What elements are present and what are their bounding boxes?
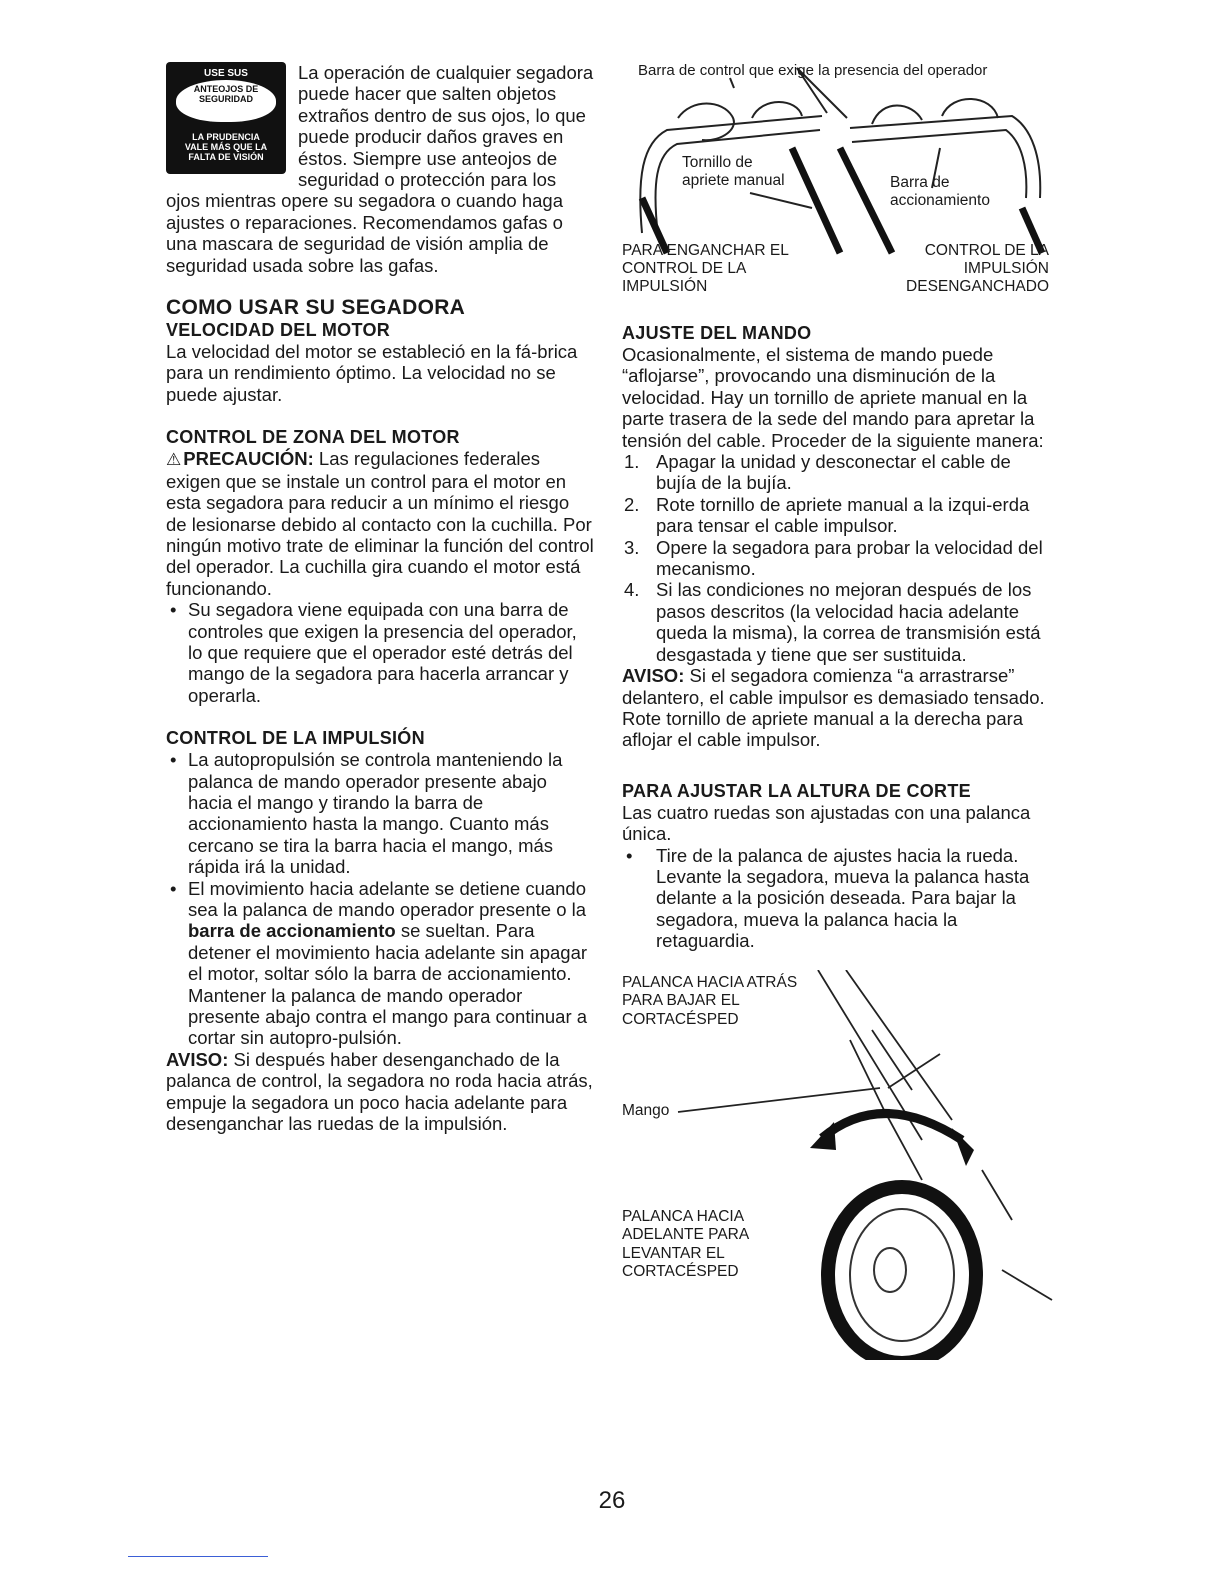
drive-bar-right (840, 148, 892, 253)
left-hand-shape (678, 104, 734, 141)
cut-height-section (622, 781, 1054, 952)
intro-paragraph: La operación de cualquier segadora puede hacer que salten objetos extraños dentro de sus ojos, lo que puede producir daños graves en éstos. Siempre use anteojos de seguridad o protección para los ojos mientras opere su segadora o cuando haga ajustes o reparaciones. Recomendamos gafas o una mascara de seguridad de visión amplia de seguridad usada sobre las gafas. (166, 62, 594, 276)
arrow-left-head (810, 1122, 836, 1150)
badge-line2: ANTEOJOS DE (193, 84, 259, 94)
badge-line3: SEGURIDAD (198, 94, 253, 104)
motor-speed-paragraph: La velocidad del motor se estableció en la fá-brica para un rendimiento óptimo. La velocidad no se puede ajustar. (166, 341, 578, 405)
drive-bar-label: Barra de accionamiento (890, 174, 990, 209)
right-hand-shape (872, 106, 922, 125)
drive-control-heading: CONTROL DE LA IMPULSIÓN (166, 728, 425, 749)
drive-bullet-2-end: se sueltan. Para detener el movimiento hacia adelante sin apagar el motor, soltar sólo la barra de accionamiento. Mantener la palanca de mando operador presente abajo contra el mango para continuar a cortar sin autopro-pulsión. (188, 920, 588, 1049)
drive-adjust-paragraph: Ocasionalmente, el sistema de mando puede “aflojarse”, provocando una disminución de la velocidad. Hay un tornillo de apriete manual en la parte trasera de la sede del mando para apretar la tensión del cable. Proceder de la siguiente manera: (622, 344, 1044, 451)
step-item: 1. Apagar la unidad y desconectar el cable de bujía de la bujía. (624, 451, 1011, 494)
safety-intro (166, 62, 594, 276)
badge-oval (176, 80, 276, 122)
cut-height-paragraph: Las cuatro ruedas son ajustadas con una palanca única. (622, 801, 1031, 845)
drive-bullet-2-start: El movimiento hacia adelante se detiene cuando sea la palanca de mando operador presente o la (188, 877, 587, 920)
caution-label: PRECAUCIÓN: (183, 448, 314, 470)
drive-bullet-2-bold: barra de accionamiento (188, 920, 396, 942)
step-item: 4. Si las condiciones no mejoran después de los pasos descritos (la velocidad hacia adelante queda la misma), la correa de transmisión está desgastada y tiene que ser sustituida. (624, 579, 1041, 665)
badge-line6: FALTA DE VISIÓN (188, 152, 264, 162)
drive-bullet-list (166, 749, 594, 1049)
zone-bullet: • Su segadora viene equipada con una barra de controles que exigen la presencia del operador, lo que requiere que el operador esté detrás del mango de la segadora para hacerla arrancar y operarla. (166, 599, 594, 706)
cut-height-bullet-list (622, 845, 1054, 952)
step-item: 3. Opere la segadora para probar la velocidad del mecanismo. (624, 536, 1043, 580)
zone-control-section (166, 427, 594, 706)
right-column (622, 58, 1054, 1360)
left-notice-label: AVISO: (166, 1048, 229, 1070)
badge-bottom-text (166, 132, 286, 162)
motor-speed-heading: VELOCIDAD DEL MOTOR (166, 320, 391, 341)
drive-adjust-heading: AJUSTE DEL MANDO (622, 323, 812, 343)
operator-bar-figure (622, 58, 1054, 303)
page-number: 26 (598, 1487, 626, 1514)
zone-control-heading: CONTROL DE ZONA DEL MOTOR (166, 427, 460, 448)
cut-height-bullet: • Tire de la palanca de ajustes hacia la rueda. Levante la segadora, mueva la palanca hasta delante a la posición deseada. Para bajar la segadora, mueva la palanca hacia la retaguardia. (622, 845, 1054, 952)
caution-paragraph (166, 448, 594, 599)
drive-adjust-section (622, 323, 1054, 751)
cut-height-heading: PARA AJUSTAR LA ALTURA DE CORTE (622, 780, 971, 801)
cut-height-figure (622, 970, 1054, 1360)
drive-bullet-2 (166, 878, 594, 1049)
badge-line1: USE SUS (204, 68, 248, 79)
drive-adjust-steps (622, 451, 1054, 665)
main-heading: COMO USAR SU SEGADORA (166, 296, 466, 320)
right-notice-label: AVISO: (622, 665, 685, 687)
engage-label: PARA ENGANCHAR EL CONTROL DE LA IMPULSIÓN (622, 242, 789, 295)
lever-arc-arrow (822, 1113, 962, 1140)
left-notice-text: Si después haber desenganchado de la palanca de control, la segadora no roda hacia atrás, empuje la segadora un poco hacia adelante para desenganchar las ruedas de la impulsión. (166, 1048, 593, 1135)
zone-bullet-list (166, 599, 594, 706)
lever-forward-label: PALANCA HACIA ADELANTE PARA LEVANTAR EL CORTACÉSPED (622, 1207, 749, 1281)
left-column (166, 62, 594, 1134)
badge-line4: LA PRUDENCIA (192, 132, 260, 142)
warning-triangle-icon: ⚠ (166, 450, 182, 470)
handle-label: Mango (622, 1101, 670, 1119)
left-notice-paragraph (166, 1049, 594, 1135)
badge-line5: VALE MÁS QUE LA (184, 142, 268, 152)
footer-rule (128, 1556, 268, 1557)
drive-control-section (166, 728, 594, 1134)
right-notice-text: Si el segadora comienza “a arrastrarse” delantero, el cable impulsor es demasiado tensado. Rote tornillo de apriete manual a la derecha para aflojar el cable impulsor. (622, 665, 1045, 751)
screw-label: Tornillo de apriete manual (682, 154, 785, 189)
disengaged-label: CONTROL DE LA IMPULSIÓN DESENGANCHADO (906, 242, 1049, 295)
handle-pointer-line (678, 1088, 880, 1112)
drive-bullet-1: • La autopropulsión se controla manteniendo la palanca de mando operador presente abajo hacia el mango y tirando la barra de accionamiento hasta la mango. Cuanto más cercano se tira la barra hacia el mango, más rápida irá la unidad. (166, 749, 594, 877)
figure1-title: Barra de control que exige la presencia del operador (638, 62, 988, 79)
arrow-right-head (952, 1128, 974, 1166)
lever-back-label: PALANCA HACIA ATRÁS PARA BAJAR EL CORTACÉSPED (622, 973, 798, 1028)
caution-text: Las regulaciones federales exigen que se instale un control para el motor en esta segadora para reducir a un mínimo el riesgo de lesionarse debido al contacto con la cuchilla. Por ningún motivo trate de eliminar la función del control del operador. La cuchilla gira cuando el motor está funcionando. (166, 448, 594, 599)
safety-glasses-badge (166, 62, 286, 174)
step-item: 2. Rote tornillo de apriete manual a la izqui-erda para tensar el cable impulsor. (624, 493, 1030, 537)
right-notice-paragraph (622, 665, 1054, 751)
